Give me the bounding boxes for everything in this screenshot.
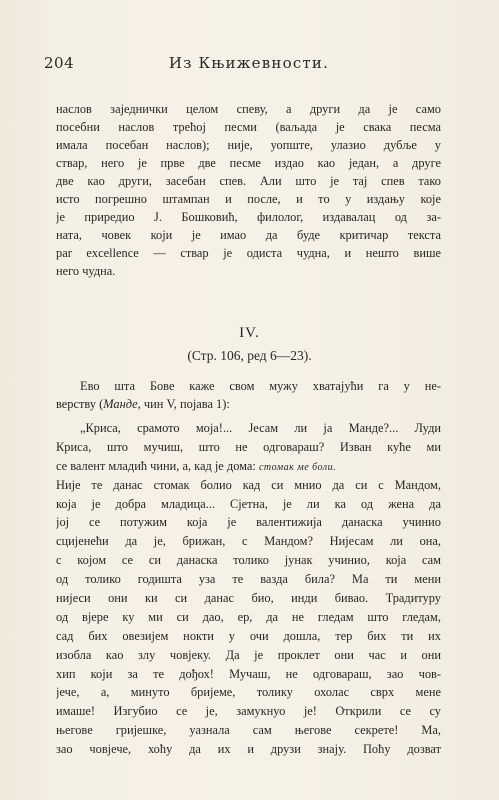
quote-line: „Криса, срамото моја!... Јесам ли ја Манде?... Луди	[80, 421, 441, 435]
text-line: par excellence — ствар је одиста чудна, и нешто више	[56, 246, 441, 260]
section-reference: (Стр. 106, ред 6—23).	[187, 348, 312, 363]
text-line: наслов заједнички целом спеву, а други да је само	[56, 102, 441, 116]
paragraph-intro	[56, 377, 441, 413]
text-line: ната, човек који је имао да буде критичар текста	[56, 228, 441, 242]
quote-line: зао човјече, хоћу да их и друзи знају. Поћу дозват	[56, 742, 441, 757]
running-title: Из Књижевности.	[168, 54, 330, 72]
quote-line	[56, 457, 441, 476]
paragraph-continuation	[56, 100, 441, 280]
text-fragment: , чин V, појава 1):	[137, 397, 230, 411]
text-line: Ево шта Бове каже свом мужу хватајући га у не-	[80, 379, 441, 393]
play-title: Манде	[103, 397, 138, 411]
text-line: две као други, засебан спев. Али што је тај спев тако	[56, 174, 441, 188]
text-line: је приредио Ј. Бошковић, филолог, издавалац од за-	[56, 210, 441, 224]
text-line: ствар, него је прве две песме издао као један, а друге	[56, 156, 441, 170]
block-quote	[56, 419, 441, 759]
quote-line: сад бих овезијем нокти у очи дошла, тер бих ти их	[56, 628, 441, 643]
text-line: посебни наслов трећој песми (ваљада је свака песма	[56, 120, 441, 134]
quote-line: с којом се си данаска толико јунак учинио, која сам	[56, 553, 441, 568]
quote-line: сцијенећи да је, брижан, с Мандом? Нијесам ли она,	[56, 534, 441, 549]
quote-line: која је добра младица... Сјетна, је ли ка од жена да	[56, 496, 441, 511]
text-line: имала посебан наслов); није, уопште, улазио дубље у	[56, 138, 441, 152]
quote-line: Није те данас стомак болио кад си мнио да си с Мандом,	[56, 477, 441, 492]
quote-line: имаше! Изгубио се је, замукнуо је! Открили се су	[56, 704, 441, 719]
text-fragment: верству (	[56, 397, 104, 411]
spaced-italic-text: стомак ме боли.	[258, 461, 337, 473]
quote-line: Криса, што мучиш, што не одговараш? Изван куће ми	[56, 439, 441, 454]
quote-line: нијеси они ки си данас био, инди бивао. Традитуру	[56, 591, 441, 606]
page-number: 204	[44, 54, 75, 72]
quote-line: његове гријешке, уазнала сам његове секрете! Ма,	[56, 723, 441, 738]
quote-line: од толико годишта уза те вазда била? Ма ти мени	[56, 572, 441, 587]
section-heading: IV.	[239, 325, 260, 341]
text-line: него чудна.	[56, 264, 116, 278]
text-fragment: се валент младић чини, а, кад је дома:	[56, 458, 259, 473]
text-line: исто погрешно штампан и после, и то у издању које	[56, 192, 441, 206]
quote-line: хип који за те дођох! Мучаш, не одговараш, зао чов-	[56, 666, 441, 681]
page-header	[44, 54, 454, 76]
quote-line: јој се потужим која је валентижија данаска учинио	[56, 515, 441, 530]
quote-line: јече, а, минуто бријеме, толику охолас сврх мене	[56, 685, 441, 700]
quote-line: од вјере ку ми си дао, ер, да не гледам што гледам,	[56, 609, 441, 624]
text-line	[56, 395, 441, 413]
quote-line: изобла као злу човјеку. Да је проклет они час и они	[56, 647, 441, 662]
